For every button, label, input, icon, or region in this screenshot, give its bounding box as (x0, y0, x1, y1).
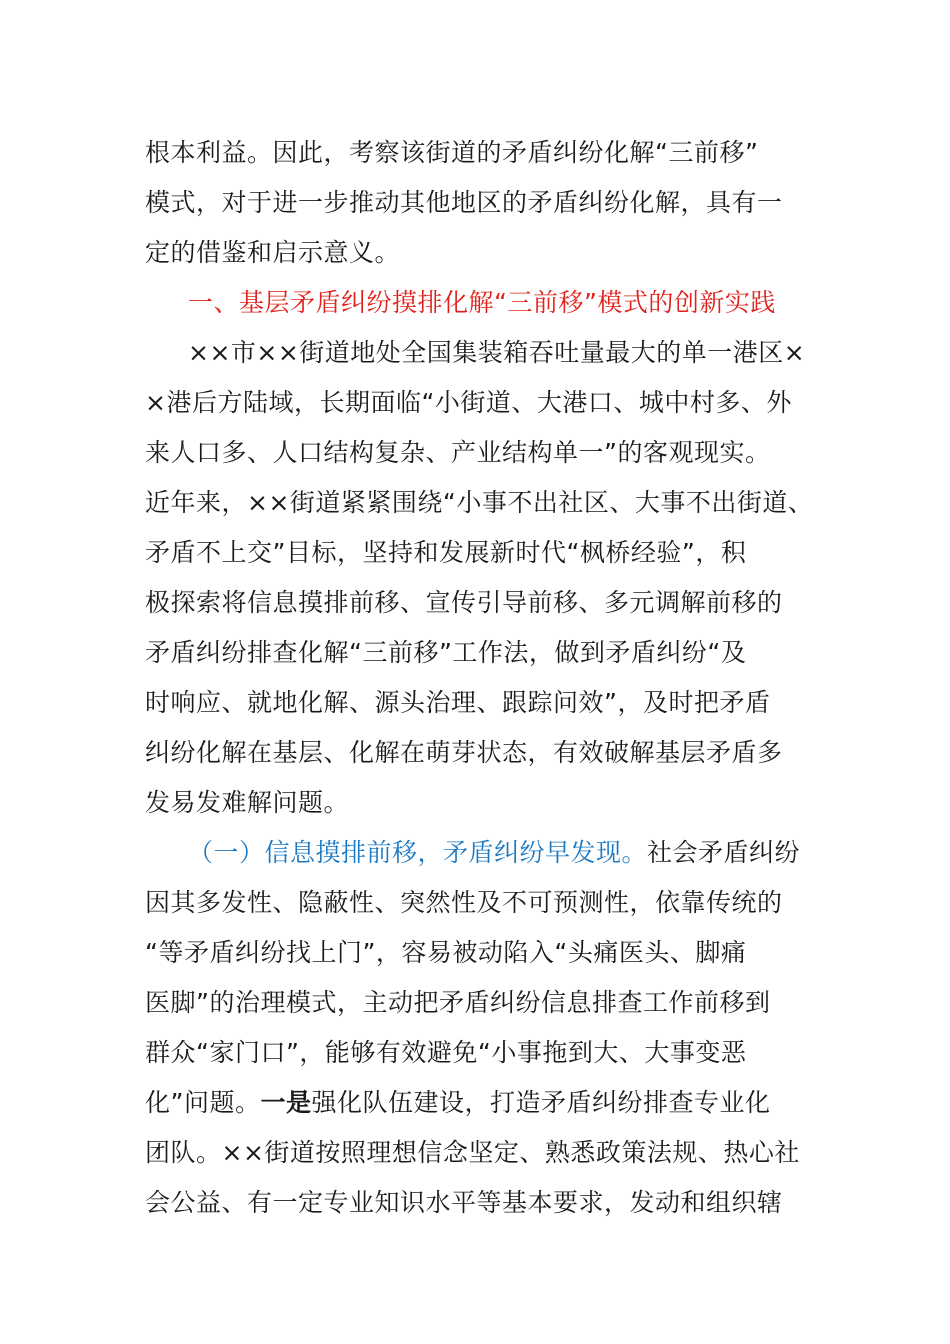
paragraph-line: 时响应、就地化解、源头治理、跟踪问效”，及时把矛盾 (145, 688, 771, 717)
paragraph-line: 纠纷化解在基层、化解在萌芽状态，有效破解基层矛盾多 (145, 738, 783, 767)
paragraph-line: 矛盾不上交”目标，坚持和发展新时代“枫桥经验”，积 (145, 538, 747, 567)
paragraph-line: 因其多发性、隐蔽性、突然性及不可预测性，依靠传统的 (145, 888, 783, 917)
paragraph-line: 定的借鉴和启示意义。 (145, 238, 401, 267)
paragraph-text: 强化队伍建设，打造矛盾纠纷排查专业化 (311, 1088, 771, 1117)
paragraph-line: 矛盾纠纷排查化解“三前移”工作法，做到矛盾纠纷“及 (145, 638, 747, 667)
subsection-text: 社会矛盾纠纷 (647, 838, 801, 867)
paragraph-line: 团队。××街道按照理想信念坚定、熟悉政策法规、热心社 (145, 1138, 800, 1167)
bold-marker: 一是 (260, 1088, 312, 1117)
paragraph-line: 根本利益。因此，考察该街道的矛盾纠纷化解“三前移” (145, 138, 759, 167)
paragraph-line: “等矛盾纠纷找上门”，容易被动陷入“头痛医头、脚痛 (145, 938, 747, 967)
paragraph-line-mixed (145, 1078, 770, 1128)
paragraph-line: 模式，对于进一步推动其他地区的矛盾纠纷化解，具有一 (145, 188, 783, 217)
paragraph-line: ×港后方陆域，长期面临“小街道、大港口、城中村多、外 (145, 388, 792, 417)
paragraph-line: 来人口多、人口结构复杂、产业结构单一”的客观现实。 (145, 438, 771, 467)
paragraph-line: 群众“家门口”，能够有效避免“小事拖到大、大事变恶 (145, 1038, 747, 1067)
subsection-heading: （一）信息摸排前移，矛盾纠纷早发现。 (188, 838, 648, 867)
paragraph-line: 近年来，××街道紧紧围绕“小事不出社区、大事不出街道、 (145, 488, 814, 517)
paragraph-line: 会公益、有一定专业知识水平等基本要求，发动和组织辖 (145, 1188, 783, 1217)
paragraph-text: 化”问题。 (145, 1088, 261, 1117)
paragraph-line: 医脚”的治理模式，主动把矛盾纠纷信息排查工作前移到 (145, 988, 771, 1017)
paragraph-line: ××市××街道地处全国集装箱吞吐量最大的单一港区× (188, 338, 806, 367)
paragraph-line: 发易发难解问题。 (145, 788, 350, 817)
subsection-line (188, 828, 800, 878)
paragraph-line: 极探索将信息摸排前移、宣传引导前移、多元调解前移的 (145, 588, 783, 617)
section-heading: 一、基层矛盾纠纷摸排化解“三前移”模式的创新实践 (188, 288, 776, 317)
